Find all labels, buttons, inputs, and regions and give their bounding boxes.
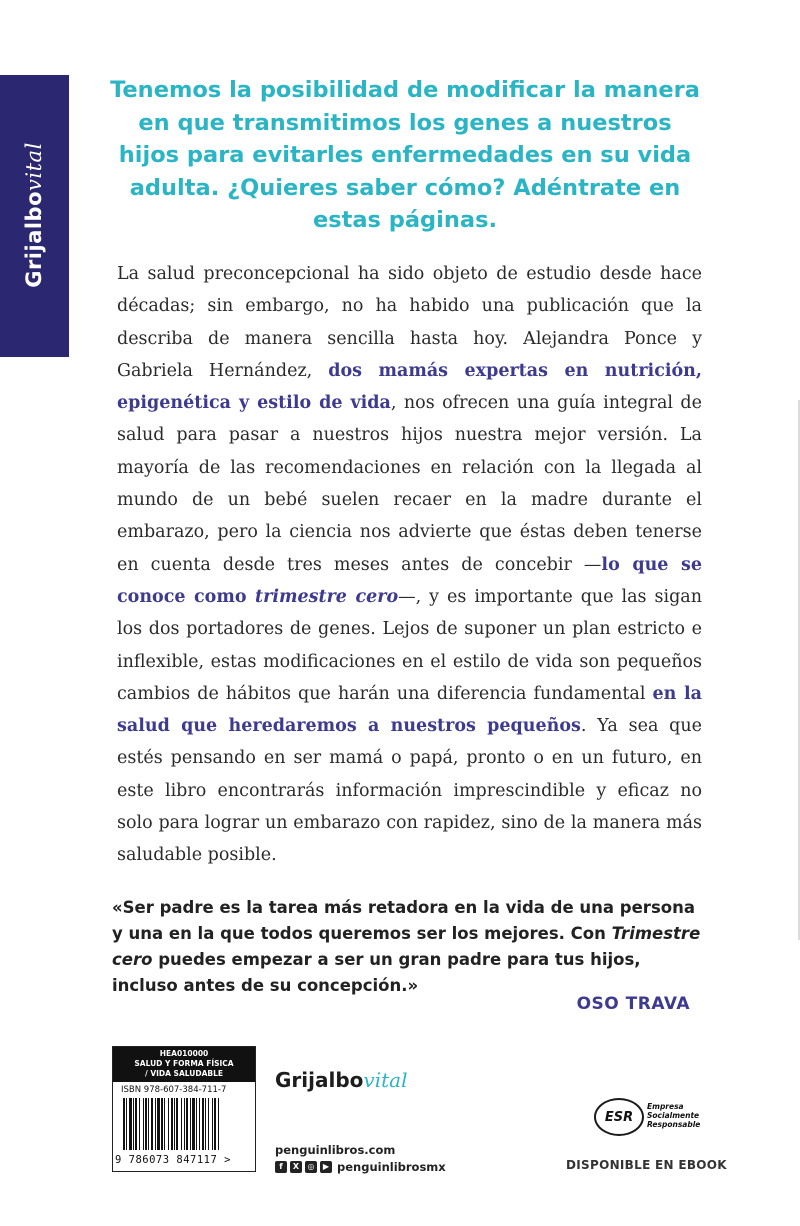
body-highlight: dos mamás expertas en nutrición, epigenética y estilo de vida (117, 360, 702, 414)
body-highlight: en la salud que heredaremos a nuestros pequeños (117, 683, 703, 737)
body-highlight-italic: trimestre cero (255, 586, 399, 607)
barcode-category (113, 1047, 255, 1082)
spine-logo-script: vital (22, 142, 46, 191)
esr-logo: ESR (594, 1098, 644, 1136)
website-link[interactable]: penguinlibros.com (275, 1143, 396, 1157)
esr-text (647, 1102, 700, 1129)
esr-line: Socialmente (647, 1111, 700, 1120)
body-segment: —, y es importante que las sigan los dos portadores de genes. Lejos de suponer un plan estricto e inflexible, estas modificaciones en el estilo de vida son pequeños cambios de hábitos que harán una diferencia fundamental (117, 586, 702, 704)
barcode-digits: 9 786073 847117 > (115, 1154, 231, 1166)
facebook-icon[interactable]: f (275, 1161, 287, 1173)
publisher-logo (275, 1068, 407, 1092)
x-icon[interactable]: X (290, 1161, 302, 1173)
body-segment: La salud preconcepcional ha sido objeto de estudio desde hace décadas; sin embargo, no ha habido una publicación que la describa de manera sencilla hasta hoy. Alejandra Ponce y Gabriela Hernández, (117, 264, 702, 381)
spine-logo-brand: Grijalbo (22, 190, 46, 288)
category-line-1: SALUD Y FORMA FÍSICA (134, 1059, 234, 1068)
body-segment: , nos ofrecen una guía integral de salud para pasar a nuestros hijos nuestra mejor versión. La mayoría de las recomendaciones en relación con la llegada al mundo de un bebé suelen recaer en la madre durante el embarazo, pero la ciencia nos advierte que éstas deben tenerse en cuenta desde tres meses antes de concebir — (117, 393, 702, 575)
quote-book-title: Trimestre cero (112, 924, 701, 969)
blurb-quote (112, 895, 702, 999)
barcode-box (112, 1046, 256, 1172)
social-handle[interactable]: penguinlibrosmx (337, 1160, 446, 1174)
category-code: HEA010000 (159, 1049, 209, 1058)
body-text (117, 258, 702, 872)
esr-line: Empresa (647, 1102, 684, 1111)
youtube-icon[interactable]: ▶ (320, 1161, 332, 1173)
isbn-text: ISBN 978-607-384-711-7 (121, 1085, 227, 1095)
quote-segment: «Ser padre es la tarea más retadora en la vida de una persona y una en la que todos queremos ser los mejores. Con (112, 898, 695, 943)
esr-line: Responsable (647, 1120, 701, 1129)
headline: Tenemos la posibilidad de modificar la manera en que transmitimos los genes a nuestros hijos para evitarles enfermedades en su vida adulta. ¿Quieres saber cómo? Adéntrate en estas páginas. (110, 77, 700, 233)
publisher-logo-script: vital (363, 1068, 408, 1092)
category-line-2: / VIDA SALUDABLE (144, 1069, 224, 1078)
instagram-icon[interactable]: ◎ (305, 1161, 317, 1173)
ebook-notice: DISPONIBLE EN EBOOK (566, 1158, 727, 1172)
barcode-bars (123, 1098, 248, 1150)
quote-segment: puedes empezar a ser un gran padre para tus hijos, incluso antes de su concepción.» (112, 950, 641, 995)
quote-author: OSO TRAVA (576, 994, 690, 1014)
body-highlight: lo que se conoce como (117, 554, 702, 607)
spine-logo (22, 142, 46, 288)
social-row (275, 1160, 446, 1174)
body-segment: . Ya sea que estés pensando en ser mamá o papá, pronto o en un futuro, en este libro encontrarás información imprescindible y eficaz no solo para lograr un embarazo con rapidez, sino de la manera más saludable posible. (117, 716, 702, 866)
publisher-logo-brand: Grijalbo (275, 1068, 364, 1092)
